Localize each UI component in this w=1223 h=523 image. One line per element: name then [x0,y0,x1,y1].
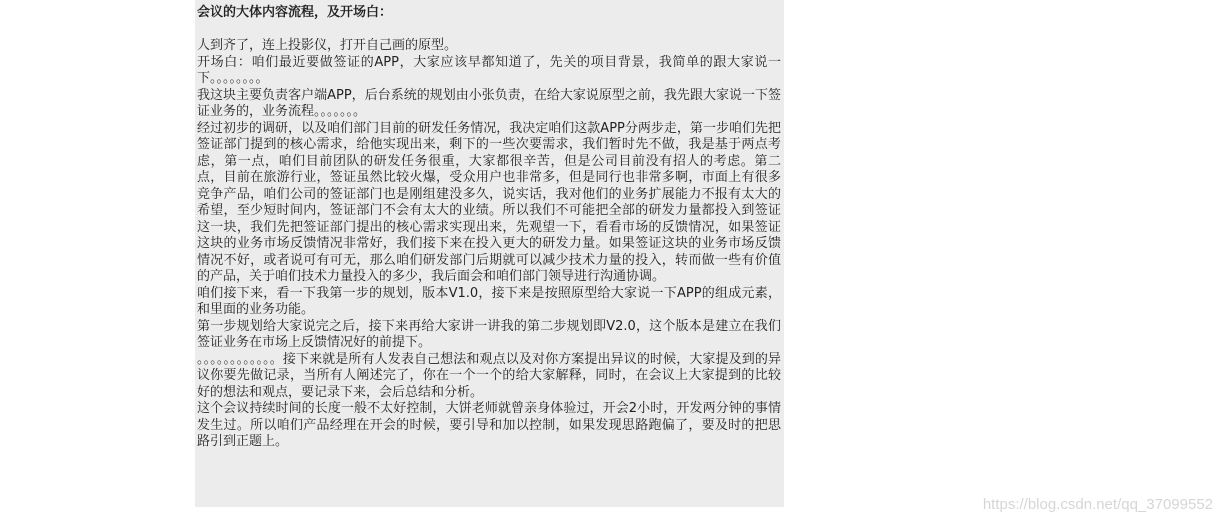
paragraph-opening-remarks: 开场白：咱们最近要做签证的APP，大家应该早都知道了，先关的项目背景，我简单的跟大家说一下。。。。。。。。 [197,54,781,86]
paragraph-setup: 人到齐了，连上投影仪，打开自己画的原型。 [197,38,458,53]
paragraph-research-plan: 经过初步的调研，以及咱们部门目前的研发任务情况，我决定咱们这款APP分两步走，第一步咱们先把签证部门提到的核心需求，给他实现出来，剩下的一些次要需求，我们暂时先不做，我是基于两点考虑，第一点，咱们目前团队的研发任务很重，大家都很辛苦，但是公司目前没有招人的考虑。第二点，目前在旅游行业，签证虽然比较火爆，受众用户也非常多，但是同行也非常多啊，市面上有很多竞争产品，咱们公司的签证部门也是刚组建没多久，说实话，我对他们的业务扩展能力不报有太大的希望，至少短时间内，签证部门不会有太大的业绩。所以我们不可能把全部的研发力量都投入到签证这一块，我们先把签证部门提出的核心需求实现出来，先观望一下，看看市场的反馈情况，如果签证这块的业务市场反馈情况非常好，我们接下来在投入更大的研发力量。如果签证这块的业务市场反馈情况不好，或者说可有可无，那么咱们研发部门后期就可以减少技术力量的投入，转而做一些有价值的产品，关于咱们技术力量投入的多少，我后面会和咱们部门领导进行沟通协调。 [197,120,781,284]
paragraph-meeting-duration: 这个会议持续时间的长度一般不太好控制，大饼老师就曾亲身体验过，开会2小时，开发两分钟的事情发生过。所以咱们产品经理在开会的时候，要引导和加以控制，如果发现思路跑偏了，要及时的把思路引到正题上。 [197,401,781,449]
document-heading: 会议的大体内容流程，及开场白： [197,5,393,20]
paragraph-version-2: 第一步规划给大家说完之后，接下来再给大家讲一讲我的第二步规划即V2.0，这个版本是建立在我们签证业务在市场上反馈情况好的前提下。 [197,318,781,350]
document-panel [195,0,784,507]
paragraph-discussion: 。。。。。。。。。。。。接下来就是所有人发表自己想法和观点以及对你方案提出异议的时候，大家提及到的异议你要先做记录，当所有人阐述完了，你在一个一个的给大家解释，同时，在会议上大家提到的比较好的想法和观点，要记录下来，会后总结和分析。 [197,351,781,400]
blog-watermark: https://blog.csdn.net/qq_37099552 [982,496,1213,513]
paragraph-version-1: 咱们接下来，看一下我第一步的规划，版本V1.0，接下来是按照原型给大家说一下APP的组成元素，和里面的业务功能。 [197,285,781,317]
paragraph-responsibilities: 我这块主要负责客户端APP，后台系统的规划由小张负责，在给大家说原型之前，我先跟大家说一下签证业务的，业务流程。。。。。。。 [197,87,781,119]
